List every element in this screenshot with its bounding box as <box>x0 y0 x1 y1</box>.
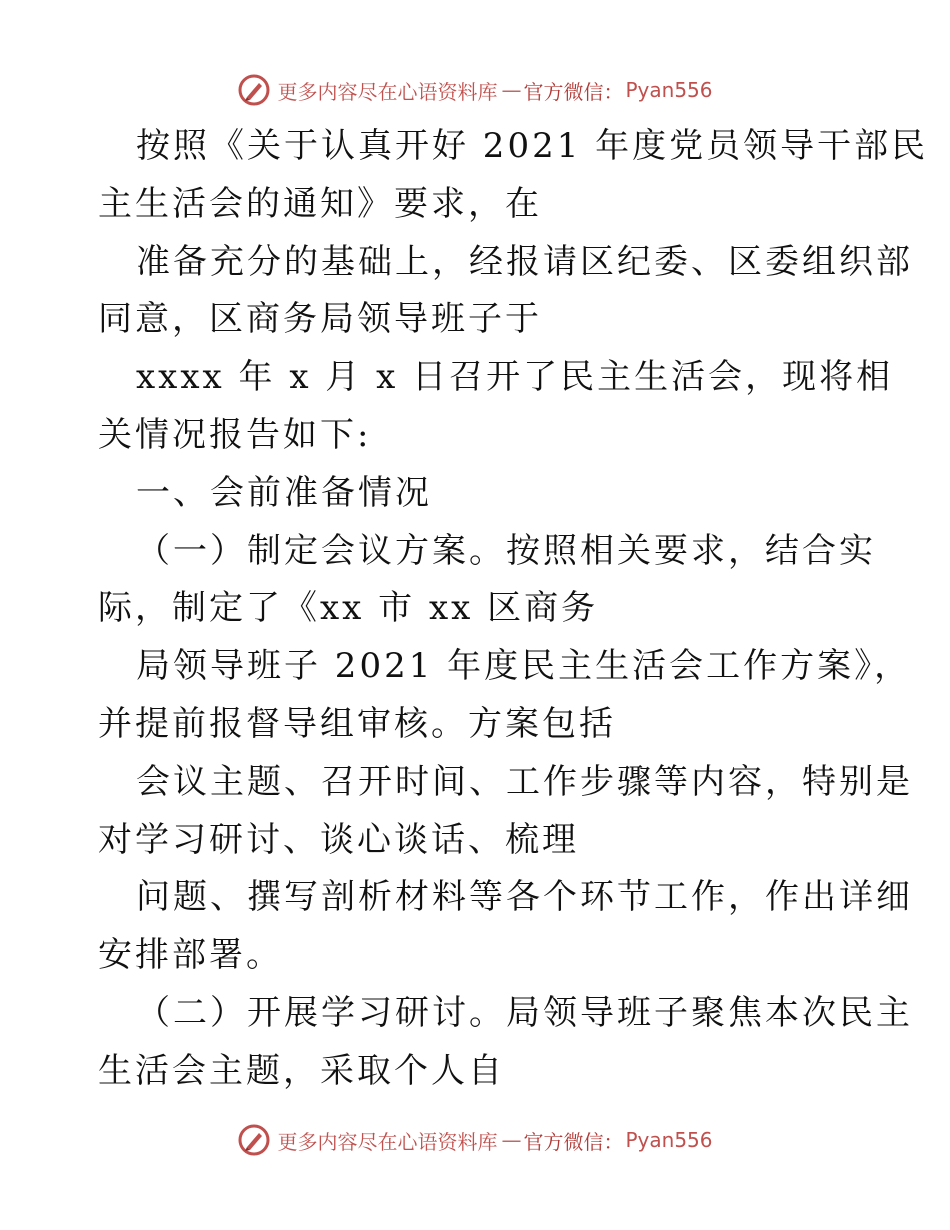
body-line: （二）开展学习研讨。局领导班子聚焦本次民主 <box>136 992 913 1033</box>
body-line: 准备充分的基础上，经报请区纪委、区委组织部 <box>136 241 913 282</box>
watermark-text: 更多内容尽在心语资料库 <box>277 1129 498 1154</box>
body-line: 际，制定了《xx 市 xx 区商务 <box>98 588 599 629</box>
body-line: 会议主题、召开时间、工作步骤等内容，特别是 <box>136 761 913 802</box>
watermark-wechat-id: Pyan556 <box>625 1128 713 1152</box>
body-line: 关情况报告如下: <box>98 414 372 455</box>
body-line: 生活会主题，采取个人自 <box>98 1050 505 1091</box>
watermark-separator: — <box>501 78 520 102</box>
body-line: 同意，区商务局领导班子于 <box>98 299 542 340</box>
watermark-wechat-id: Pyan556 <box>625 78 713 102</box>
watermark-header <box>0 70 950 110</box>
document-body <box>98 118 929 1101</box>
body-line: 问题、撰写剖析材料等各个环节工作，作出详细 <box>136 877 913 918</box>
watermark-separator: — <box>501 1128 520 1152</box>
pen-logo-icon <box>237 1123 271 1157</box>
watermark-official: 官方微信： <box>523 1129 624 1154</box>
body-line: xxxx 年 x 月 x 日召开了民主生活会，现将相 <box>136 357 894 398</box>
body-line: 并提前报督导组审核。方案包括 <box>98 703 616 744</box>
body-line: 安排部署。 <box>98 935 283 976</box>
section-heading: 一、会前准备情况 <box>136 472 432 513</box>
body-line: 主生活会的通知》要求，在 <box>98 183 542 224</box>
watermark-text: 更多内容尽在心语资料库 <box>277 79 498 104</box>
body-line: 对学习研讨、谈心谈话、梳理 <box>98 819 579 860</box>
watermark-footer <box>0 1120 950 1160</box>
watermark-official: 官方微信： <box>523 79 624 104</box>
body-line: 按照《关于认真开好 2021 年度党员领导干部民 <box>136 126 929 166</box>
pen-logo-icon <box>237 73 271 107</box>
body-line: 局领导班子 2021 年度民主生活会工作方案》， <box>136 646 912 687</box>
body-line: （一）制定会议方案。按照相关要求，结合实 <box>136 530 876 571</box>
